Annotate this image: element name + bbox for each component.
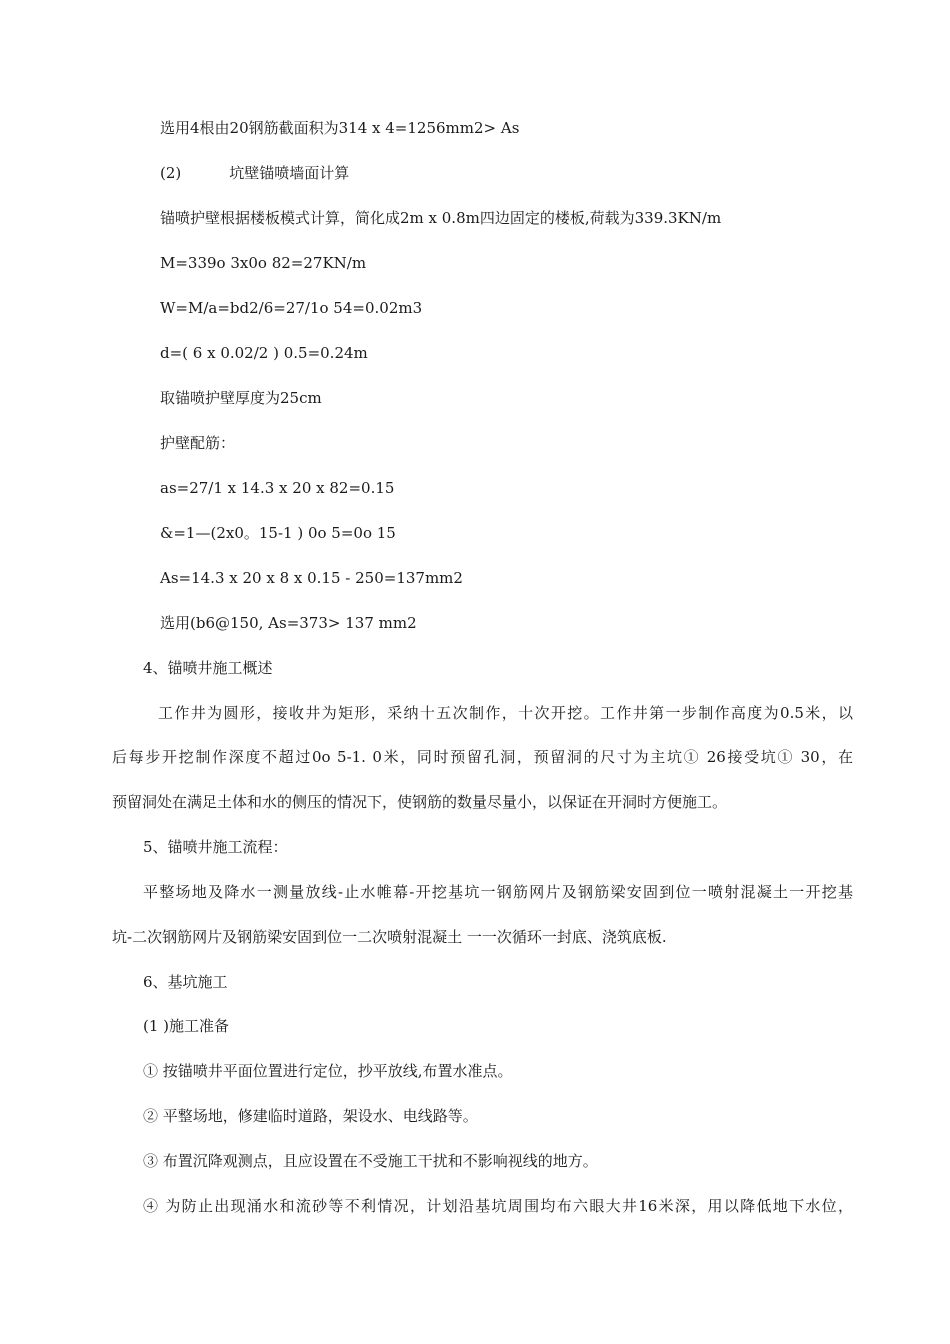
text-line-thickness-choice: 取锚喷护壁厚度为25cm <box>160 389 322 407</box>
section-heading-4: 4、锚喷井施工概述 <box>143 659 273 677</box>
formula-moment: M=339o 3x0o 82=27KN/m <box>160 254 367 272</box>
list-item-4: ④ 为防止出现涌水和流砂等不利情况，计划沿基坑周围均布六眼大井16米深，用以降低地下水位， <box>143 1197 853 1215</box>
paragraph-line-3: 预留洞处在满足土体和水的侧压的情况下，使钢筋的数量尽量小，以保证在开洞时方便施工。 <box>112 793 728 811</box>
formula-section-modulus: W=M/a=bd2/6=27/1o 54=0.02m3 <box>160 299 423 317</box>
process-flow-line-2: 坑-二次钢筋网片及钢筋梁安固到位一二次喷射混凝土 一一次循环一封底、浇筑底板. <box>112 928 667 946</box>
paragraph-line-1: 工作井为圆形，接收井为矩形，采纳十五次制作，十次开挖。工作井第一步制作高度为0.5米，以 <box>158 704 853 722</box>
formula-xi: &=1—(2x0。15-1 ) 0o 5=0o 15 <box>160 524 396 542</box>
text-line-rebar-selection: 选用4根由20钢筋截面积为314 x 4=1256mm2> As <box>160 119 520 137</box>
subheading-wall-calc <box>160 163 349 183</box>
subheading-title: 坑壁锚喷墙面计算 <box>229 164 350 182</box>
section-heading-6: 6、基坑施工 <box>143 973 228 991</box>
list-item-1: ① 按锚喷井平面位置进行定位，抄平放线,布置水准点。 <box>143 1062 513 1080</box>
text-line-slab-model: 锚喷护壁根据楼板模式计算，简化成2m x 0.8m四边固定的楼板,荷载为339.3KN/m <box>160 209 722 227</box>
formula-thickness: d=( 6 x 0.02/2 ) 0.5=0.24m <box>160 344 368 362</box>
formula-As: As=14.3 x 20 x 8 x 0.15 - 250=137mm2 <box>160 569 463 587</box>
subheading-preparation: (1 )施工准备 <box>143 1017 230 1035</box>
text-line-rebar-choice: 选用(b6@150, As=373> 137 mm2 <box>160 614 417 632</box>
process-flow-line-1: 平整场地及降水一测量放线-止水帷幕-开挖基坑一钢筋网片及钢筋梁安固到位一喷射混凝土一开挖基 <box>143 883 853 901</box>
section-heading-5: 5、锚喷井施工流程： <box>143 838 288 856</box>
paragraph-line-2: 后每步开挖制作深度不超过0o 5-1. 0米，同时预留孔洞，预留洞的尺寸为主坑① 26接受坑① 30，在 <box>112 748 853 766</box>
text-line-reinforcement: 护壁配筋： <box>160 434 236 452</box>
list-item-2: ② 平整场地，修建临时道路，架设水、电线路等。 <box>143 1107 478 1125</box>
list-item-3: ③ 布置沉降观测点，且应设置在不受施工干扰和不影响视线的地方。 <box>143 1152 598 1170</box>
formula-as: as=27/1 x 14.3 x 20 x 82=0.15 <box>160 479 395 497</box>
subheading-number: (2) <box>160 164 182 182</box>
